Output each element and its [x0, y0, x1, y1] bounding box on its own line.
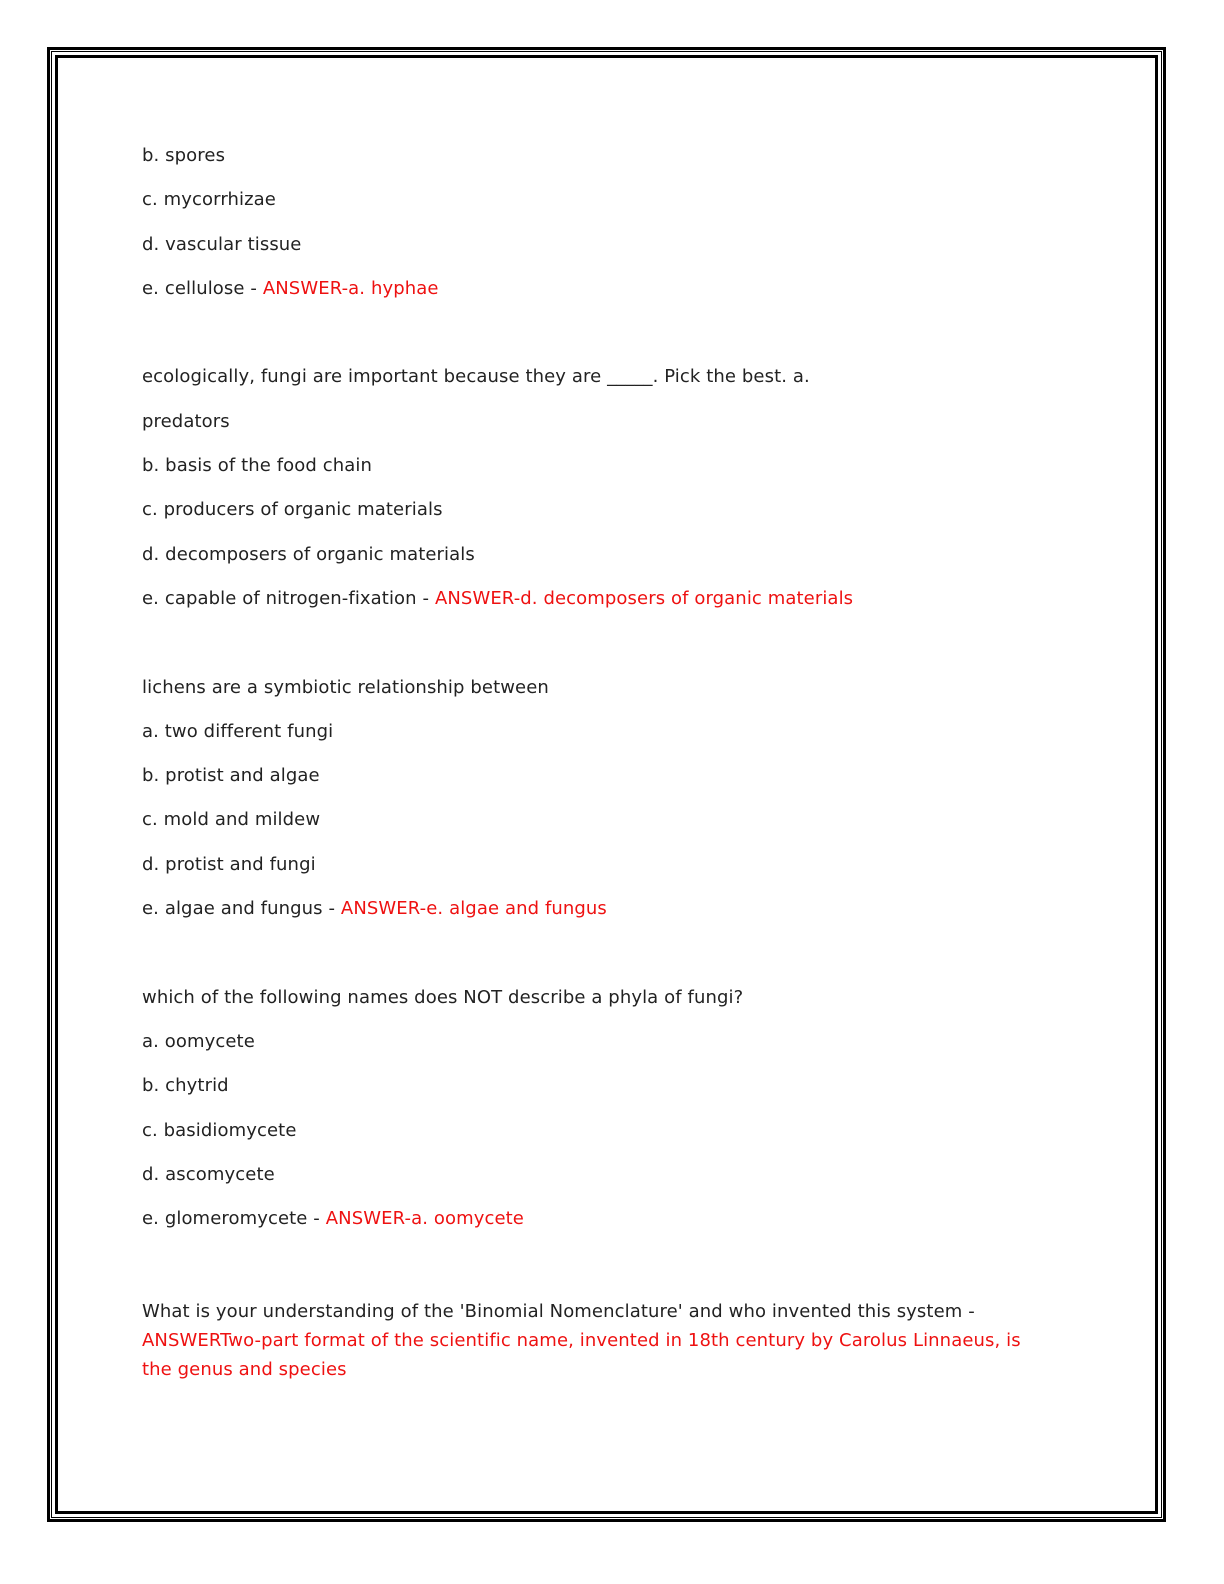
- answer-separator: -: [322, 898, 341, 920]
- question-option: b. chytrid: [142, 1075, 229, 1097]
- question-option: c. mold and mildew: [142, 809, 321, 831]
- question-option: b. protist and algae: [142, 765, 320, 787]
- question-stem: ecologically, fungi are important because they are _____. Pick the best. a.: [142, 366, 810, 388]
- question-5: [142, 1297, 1042, 1384]
- question-option-with-answer: [142, 278, 1042, 300]
- answer-text: ANSWER-a. oomycete: [325, 1208, 524, 1230]
- question-stem: which of the following names does NOT describe a phyla of fungi?: [142, 986, 744, 1008]
- question-option: e. algae and fungus: [142, 898, 323, 920]
- question-option-with-answer: [142, 588, 1042, 610]
- question-2: [142, 366, 1042, 609]
- question-option: d. decomposers of organic materials: [142, 543, 475, 565]
- question-option-with-answer: [142, 1208, 1042, 1230]
- spacer: [142, 322, 1042, 366]
- question-3: [142, 677, 1042, 920]
- question-option: c. mycorrhizae: [142, 189, 276, 211]
- question-option: d. protist and fungi: [142, 853, 316, 875]
- spacer: [142, 942, 1042, 986]
- spacer: [142, 1252, 1042, 1296]
- question-option: c. basidiomycete: [142, 1119, 297, 1141]
- answer-separator: -: [416, 587, 435, 609]
- answer-text: ANSWERTwo-part format of the scientific name, invented in 18th century by Carolus Linnaeus, is the genus and species: [142, 1329, 1021, 1380]
- question-option: a. oomycete: [142, 1030, 255, 1052]
- question-option: b. spores: [142, 145, 226, 166]
- question-option: e. glomeromycete: [142, 1208, 308, 1230]
- answer-separator: -: [244, 277, 263, 299]
- question-option-with-answer: [142, 898, 1042, 920]
- question-option: a. two different fungi: [142, 720, 334, 742]
- question-option: e. cellulose: [142, 277, 245, 299]
- question-option: e. capable of nitrogen-fixation: [142, 587, 417, 609]
- question-option: d. ascomycete: [142, 1163, 275, 1185]
- question-stem: lichens are a symbiotic relationship between: [142, 676, 549, 698]
- document-content: [142, 145, 1042, 1384]
- answer-separator: -: [307, 1208, 326, 1230]
- question-4: [142, 987, 1042, 1230]
- answer-text: ANSWER-e. algae and fungus: [340, 898, 607, 920]
- answer-text: ANSWER-d. decomposers of organic materials: [434, 587, 854, 609]
- answer-text: ANSWER-a. hyphae: [262, 277, 439, 299]
- question-option: b. basis of the food chain: [142, 455, 372, 477]
- spacer: [142, 632, 1042, 676]
- question-1: [142, 145, 1042, 300]
- question-stem-continued: predators: [142, 410, 230, 432]
- question-option: c. producers of organic materials: [142, 499, 443, 521]
- question-stem: What is your understanding of the 'Binomial Nomenclature' and who invented this system -: [142, 1300, 981, 1322]
- question-option: d. vascular tissue: [142, 233, 302, 255]
